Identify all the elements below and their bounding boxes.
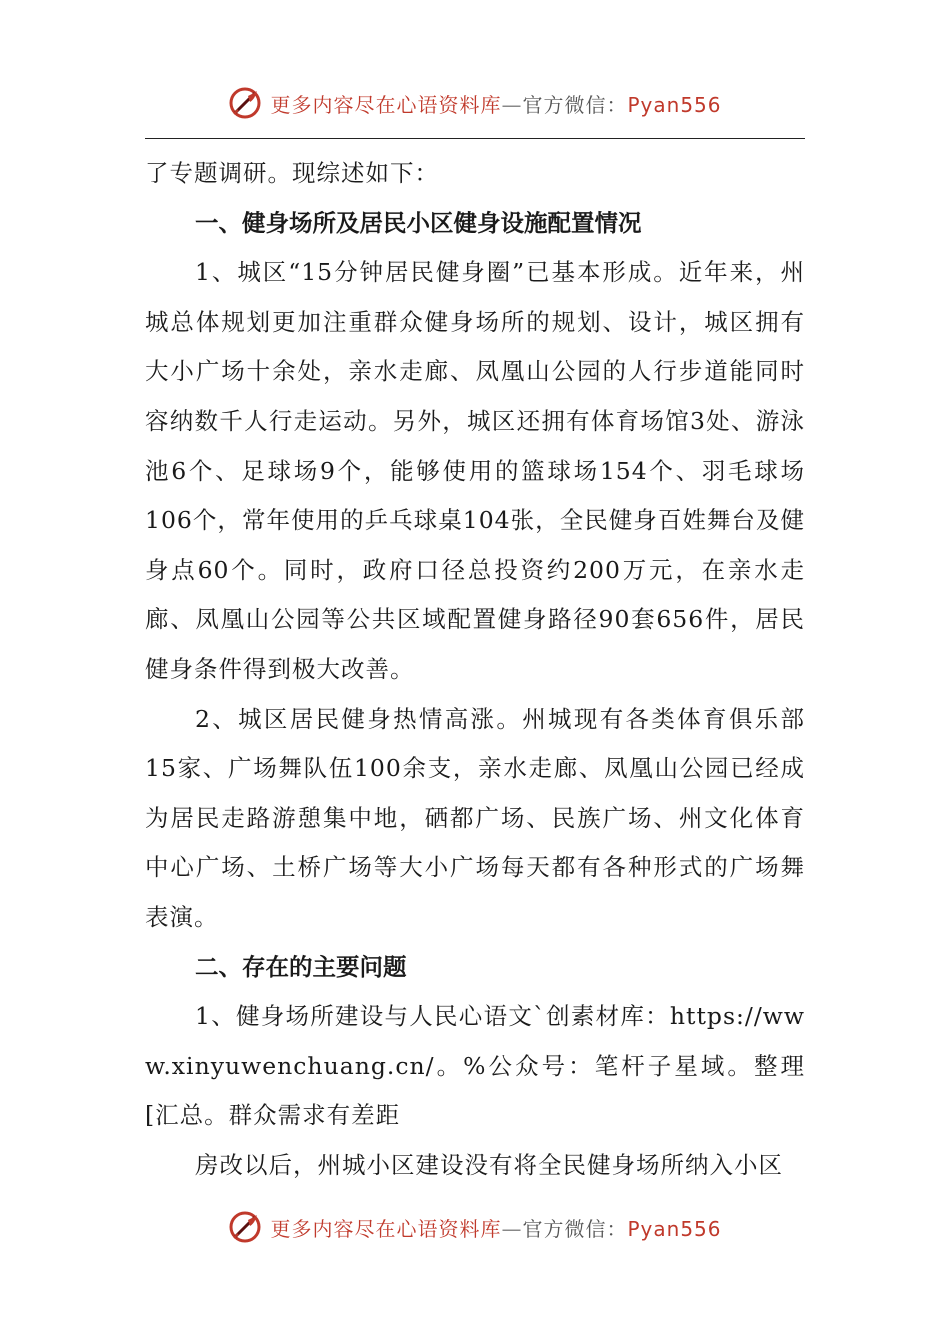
banner-dash: — [501,92,523,117]
banner-wechat-label: 官方微信： [522,92,628,117]
banner-wechat-id: Pyan556 [627,1216,722,1241]
banner-dash: — [501,1216,523,1241]
header-divider [145,138,805,139]
paragraph: 了专题调研。现综述如下： [145,159,439,187]
banner-wechat-label: 官方微信： [522,1216,628,1241]
section-heading: 二、存在的主要问题 [195,952,407,981]
banner-site-text: 更多内容尽在心语资料库 [270,1216,502,1241]
footer-banner [0,1202,950,1252]
quill-logo-icon [228,86,262,120]
banner-text [270,89,721,118]
banner-wechat-id: Pyan556 [627,92,722,117]
paragraph: 房改以后，州城小区建设没有将全民健身场所纳入小区 [195,1150,783,1179]
section-heading: 一、健身场所及居民小区健身设施配置情况 [195,208,642,237]
paragraph: 2、城区居民健身热情高涨。州城现有各类体育俱乐部15家、广场舞队伍100余支，亲水走廊、凤凰山公园已经成为居民走路游憩集中地，硒都广场、民族广场、州文化体育中心广场、土桥广场等大小广场每天都有各种形式的广场舞表演。 [145,704,805,931]
paragraph: 1、城区“15分钟居民健身圈”已基本形成。近年来，州城总体规划更加注重群众健身场所的规划、设计，城区拥有大小广场十余处，亲水走廊、凤凰山公园的人行步道能同时容纳数千人行走运动。另外，城区还拥有体育场馆3处、游泳池6个、足球场9个，能够使用的篮球场154个、羽毛球场106个，常年使用的乒乓球桌104张，全民健身百姓舞台及健身点60个。同时，政府口径总投资约200万元，在亲水走廊、凤凰山公园等公共区域配置健身路径90套656件，居民健身条件得到极大改善。 [145,258,805,683]
paragraph: 1、健身场所建设与人民心语文`创素材库：https://www.xinyuwenchuang.cn/。%公众号：笔杆子星域。整理[汇总。群众需求有差距 [145,1002,805,1130]
document-body [145,149,805,1190]
header-banner [0,78,950,128]
banner-text [270,1213,721,1242]
banner-site-text: 更多内容尽在心语资料库 [270,92,502,117]
quill-logo-icon [228,1210,262,1244]
